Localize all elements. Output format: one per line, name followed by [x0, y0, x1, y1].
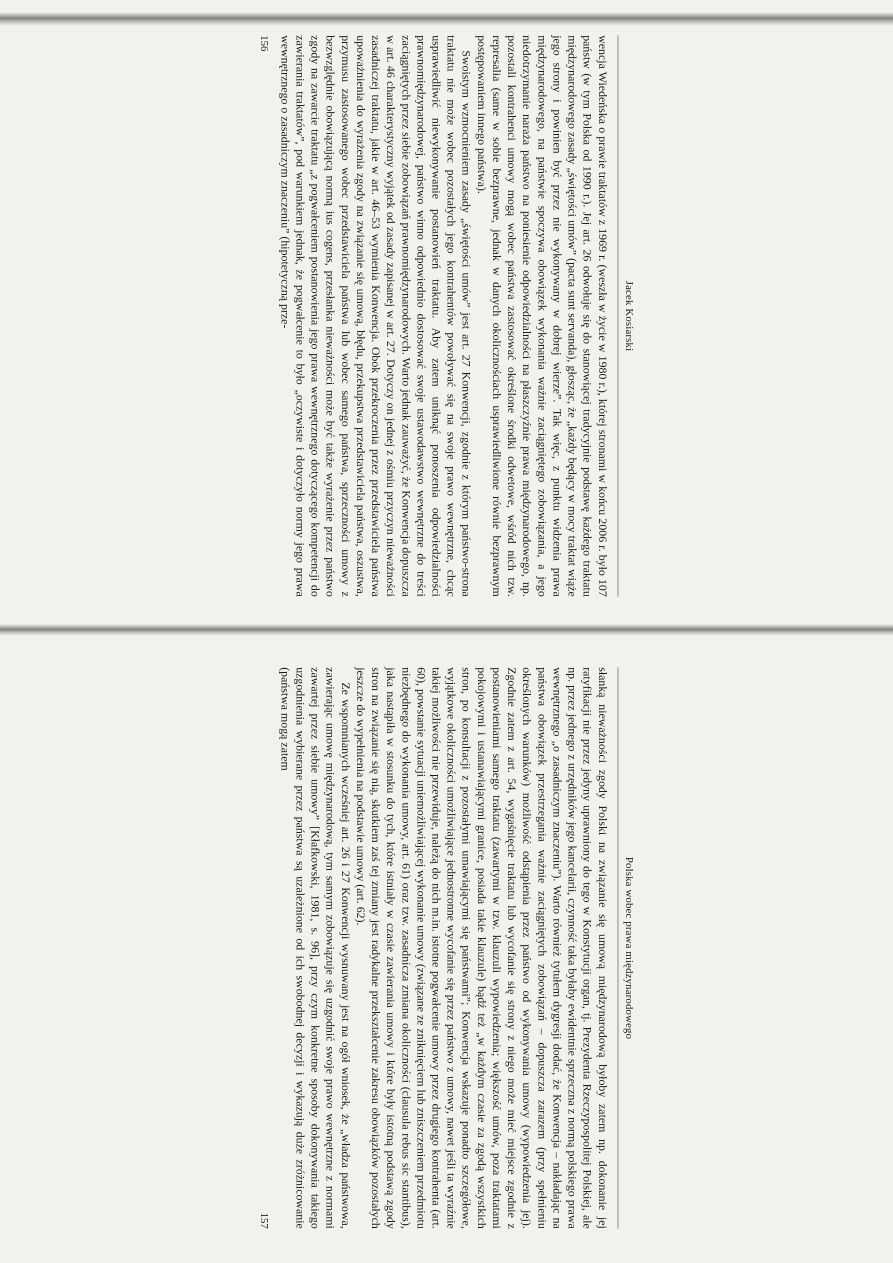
left-page [0, 0, 893, 631]
running-head-title: Polska wobec prawa międzynarodowego [618, 667, 635, 1229]
running-head-author: Jacek Kosiarski [618, 35, 635, 597]
right-page [0, 632, 893, 1263]
right-page-content [257, 646, 635, 1251]
right-page-body [278, 667, 611, 1229]
page-number: 157 [258, 1212, 270, 1229]
left-page-body [278, 35, 611, 597]
paragraph: wencja Wiedeńska o prawie traktatów z 1969 r. (weszła w życie w 1980 r.), której stronami w końcu 2006 r. było 107 państw (w tym Polska od 1990 r.). Jej art. 26 odwołuje się do stanowiącej tradycyjnie podstawę każdego traktatu międzynarodowego zasady „świętości umów” (pacta sunt servanda), głosząc, że „każdy będący w mocy traktat wiąże jego strony i powinien być przez nie wykonywany w dobrej wierze”. Tak więc, z punktu widzenia prawa międzynarodowego, na państwie spoczywa obowiązek wykonania ważnie zaciągniętego zobowiązania, a jego niedotrzymanie naraża państwo na poniesienie odpowiedzialności na płaszczyźnie prawa międzynarodowego, np. pozostali kontrahenci umowy mogą wobec państwa zastosować określone środki odwetowe, wśród nich tzw. represalia (same w sobie bezprawne, jednak w danych okolicznościach usprawiedliwione równie bezprawnym postępowaniem innego państwa). [475, 35, 610, 597]
page-number: 156 [258, 35, 270, 52]
paragraph: słanką nieważności zgody Polski na związanie się umową międzynarodową byłoby zatem np. dokonanie jej ratyfikacji nie przez jedyny uprawniony do tego w Konstytucji organ, tj. Prezydenta Rzeczypospolitej Polskiej, ale np. przez jednego z urzędników jego kancelarii, czynność taka byłaby ewidentnie sprzeczna z normą polskiego prawa wewnętrznego „o zasadniczym znaczeniu”). Warto również tytułem dygresji dodać, że Konwencja – nakładając na państwa obowiązek przestrzegania ważnie zaciągniętych zobowiązań – dopuszcza zarazem (przy spełnieniu określonych warunków) możliwość odstąpienia przez państwo od wykonywania umowy (wypowiedzenia jej). Zgodnie zatem z art. 54, wygaśnięcie traktatu lub wycofanie się strony z niego może mieć miejsce zgodnie z postanowieniami samego traktatu (zawartymi w tzw. klauzuli wypowiedzenia; większość umów, poza traktatami pokojowymi i ustanawiającymi granice, posiada takie klauzule) bądź też „w każdym czasie za zgodą wszystkich stron, po konsultacji z pozostałymi umawiającymi się państwami”; Konwencja wskazuje ponadto szczegółowe, wyjątkowe okoliczności umożliwiające jednostronne wycofanie się przez państwo z umowy, nawet jeśli ta wyraźnie takiej możliwości nie przewiduje, należą do nich m.in. istotne pogwałcenie umowy przez drugiego kontrahenta (art. 60), powstanie sytuacji uniemożliwiającej wykonanie umowy (związane ze zniknięciem lub zniszczeniem przedmiotu niezbędnego do wykonania umowy, art. 61) oraz tzw. zasadnicza zmiana okoliczności (clausula rebus sic stantibus), jaka nastąpiła w stosunku do tych, które istniały w czasie zawierania umowy i które były istotną podstawą zgody stron na związanie się nią, skutkiem zaś tej zmiany jest radykalne przekształcenie zakresu obowiązków pozostałych jeszcze do wypełnienia na podstawie umowy (art. 62). [354, 667, 610, 1229]
paragraph: Swoistym wzmocnieniem zasady „świętości umów” jest art. 27 Konwencji, zgodnie z którym państwo-strona traktatu nie może wobec pozostałych jego kontrahentów powoływać się na swoje prawo wewnętrzne, chcąc usprawiedliwić niewykonywanie postanowień traktatu. Aby zatem uniknąć ponoszenia odpowiedzialności prawnomiędzynarodowej, państwo winno odpowiednio dostosować swoje ustawodawstwo wewnętrzne do treści zaciągniętych przez siebie zobowiązań prawnomiędzynarodowych. Warto jednak zauważyć, że Konwencja dopuszcza w art. 46 charakterystyczny wyjątek od zasady zapisanej w art. 27. Dotyczy on jednej z ośmiu przyczyn nieważności zasadniczej traktatu, jakie w art. 46–53 wymienia Konwencja. Obok przekroczenia przez przedstawiciela państwa upoważnienia do wyrażenia zgody na związanie się umową, błędu, przekupstwa przedstawiciela państwa, oszustwa, przymusu zastosowanego wobec przedstawiciela państwa lub wobec samego państwa, sprzeczności umowy z bezwzględnie obowiązującą normą ius cogens, przesłanka nieważności może być także wyrażenie przez państwo zgody na zawarcie traktatu „z pogwałceniem postanowienia jego prawa wewnętrznego dotyczącego kompetencji do zawierania traktatów”, pod warunkiem jednak, że pogwałcenie to było „oczywiste i dotyczyło normy jego prawa wewnętrznego o zasadniczym znaczeniu” (hipotetyczną prze- [278, 35, 474, 597]
paragraph: Ze wspomnianych wcześniej art. 26 i 27 Konwencji wysnuwany jest na ogół wniosek, że „władza państwowa, zawierając umowę międzynarodową, tym samym zobowiązuje się uzgodnić swoje prawo wewnętrzne z normami zawartej przez siebie umowy” [Kłafkowski, 1981, s. 96], przy czym konkretne sposoby dokonywania takiego uzgodnienia wybierane przez państwa są uzależnione od ich swobodnej decyzji i wykazują duże zróżnicowanie (państwa mogą zatem [278, 667, 353, 1229]
left-page-content [257, 14, 635, 619]
